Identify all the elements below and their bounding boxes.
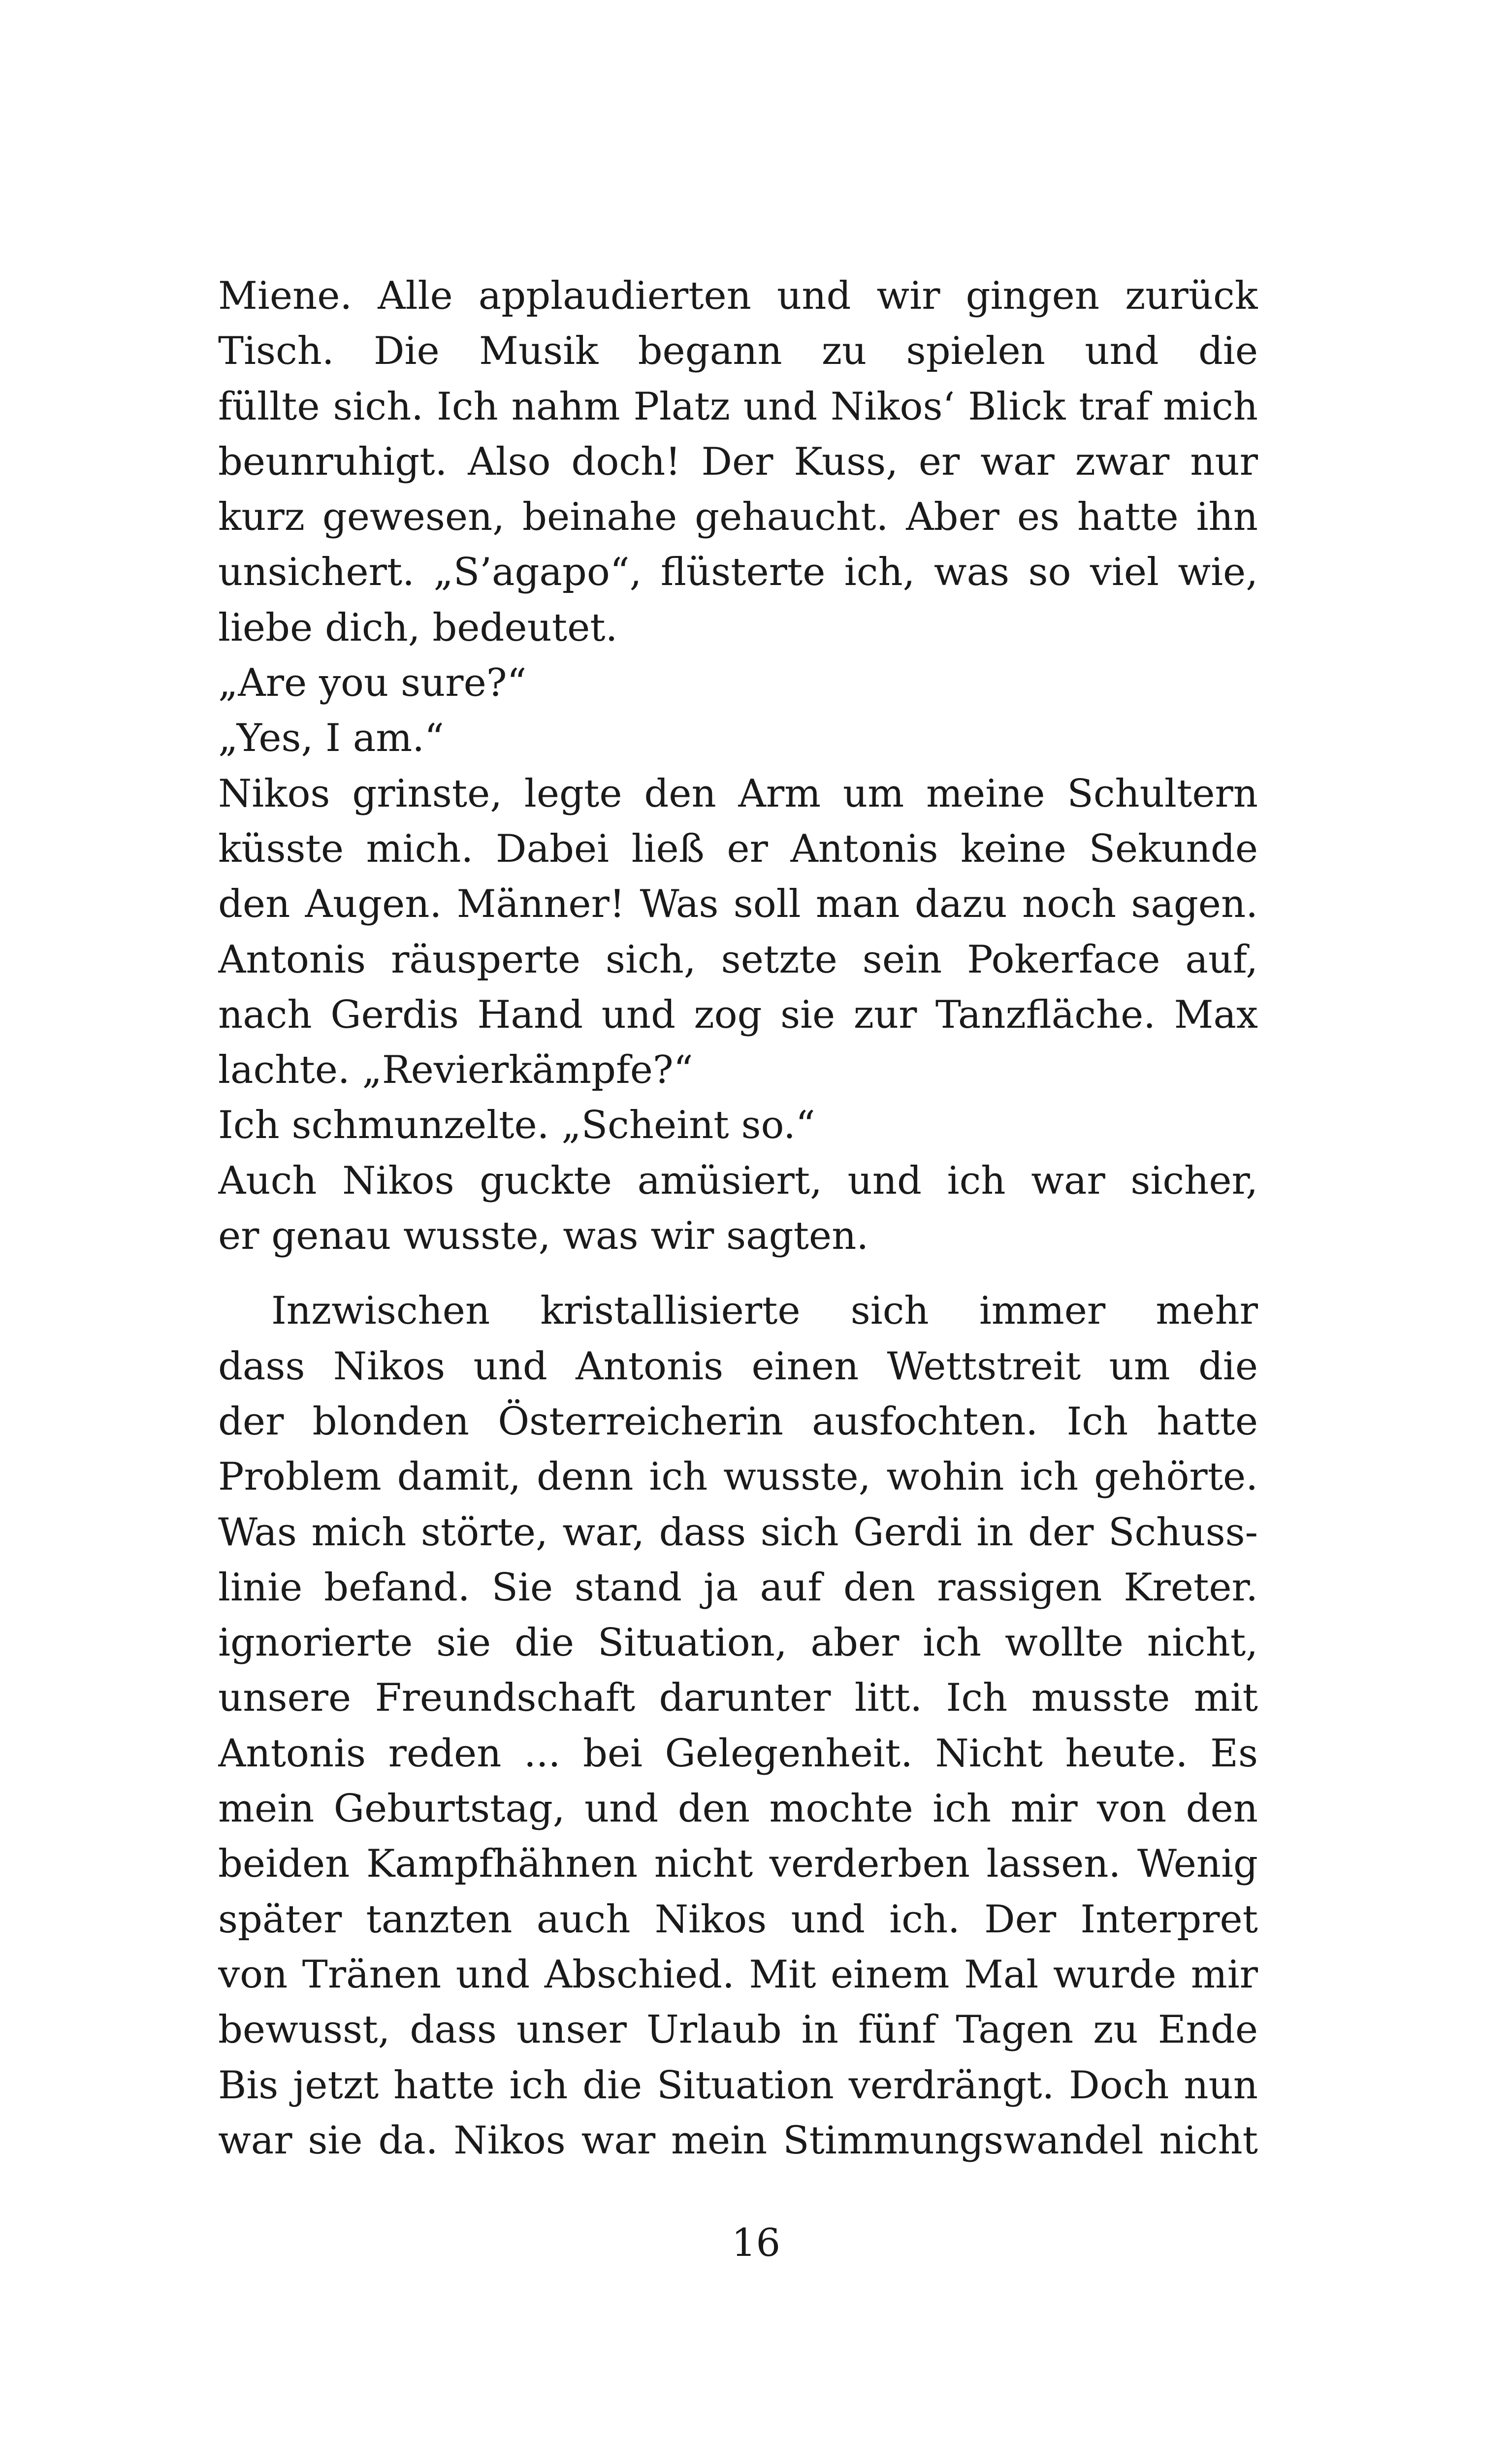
text-line: nach Gerdis Hand und zog sie zur Tanzfläche. Max (218, 992, 1258, 1037)
paragraph (218, 1283, 1258, 2168)
text-line: unsere Freundschaft darunter litt. Ich musste mit (218, 1676, 1258, 1721)
text-line: lachte. „Revierkämpfe?“ (218, 1048, 693, 1093)
text-line: küsste mich. Dabei ließ er Antonis keine Sekunde (218, 826, 1258, 871)
text-line: liebe dich, bedeutet. (218, 605, 618, 650)
text-line: später tanzten auch Nikos und ich. Der Interpret (218, 1897, 1258, 1942)
text-line: Auch Nikos guckte amüsiert, und ich war sicher, (218, 1158, 1258, 1203)
text-line: Problem damit, denn ich wusste, wohin ich gehörte. (218, 1455, 1258, 1499)
text-line: unsichert. „S’agapo“, flüsterte ich, was so viel wie, (218, 550, 1258, 595)
text-line: bewusst, dass unser Urlaub in fünf Tagen zu Ende (218, 2008, 1258, 2052)
text-line: Was mich störte, war, dass sich Gerdi in der Schuss- (218, 1510, 1258, 1555)
text-line: Nikos grinste, legte den Arm um meine Schultern (218, 771, 1258, 816)
text-line: Inzwischen kristallisierte sich immer mehr (271, 1289, 1258, 1334)
text-line: der blonden Österreicherin ausfochten. Ich hatte (218, 1399, 1258, 1444)
text-line: Bis jetzt hatte ich die Situation verdrängt. Doch nun (218, 2063, 1258, 2108)
text-line: Antonis räusperte sich, setzte sein Pokerface auf, (218, 937, 1258, 982)
text-line: linie befand. Sie stand ja auf den rassigen Kreter. (218, 1565, 1258, 1610)
paragraph-gap (218, 1264, 1258, 1283)
paragraph (218, 268, 1258, 1264)
text-line: Ich schmunzelte. „Scheint so.“ (218, 1103, 815, 1148)
text-line: beiden Kampfhähnen nicht verderben lassen. Wenig (218, 1842, 1258, 1887)
text-line: beunruhigt. Also doch! Der Kuss, er war zwar nur (218, 439, 1258, 484)
text-line: er genau wusste, was wir sagten. (218, 1214, 869, 1259)
text-line: den Augen. Männer! Was soll man dazu noch sagen. (218, 882, 1258, 927)
text-line: dass Nikos und Antonis einen Wettstreit um die (218, 1344, 1258, 1389)
text-line: war sie da. Nikos war mein Stimmungswandel nicht (218, 2118, 1258, 2163)
text-line: Tisch. Die Musik begann zu spielen und die (218, 329, 1258, 374)
text-line: Antonis reden ... bei Gelegenheit. Nicht heute. Es (218, 1731, 1258, 1776)
text-line: füllte sich. Ich nahm Platz und Nikos‘ Blick traf mich (218, 384, 1258, 429)
text-line: „Are you sure?“ (218, 661, 527, 706)
text-line: von Tränen und Abschied. Mit einem Mal wurde mir (218, 1952, 1258, 1997)
page-number: 16 (731, 2221, 781, 2265)
text-line: ignorierte sie die Situation, aber ich wollte nicht, (218, 1621, 1258, 1665)
text-line: „Yes, I am.“ (218, 716, 444, 761)
text-line: mein Geburtstag, und den mochte ich mir von den (218, 1787, 1258, 1831)
text-line: kurz gewesen, beinahe gehaucht. Aber es hatte ihn (218, 495, 1258, 540)
text-line: Miene. Alle applaudierten und wir gingen zurück (218, 274, 1258, 318)
body-text (218, 268, 1258, 2168)
